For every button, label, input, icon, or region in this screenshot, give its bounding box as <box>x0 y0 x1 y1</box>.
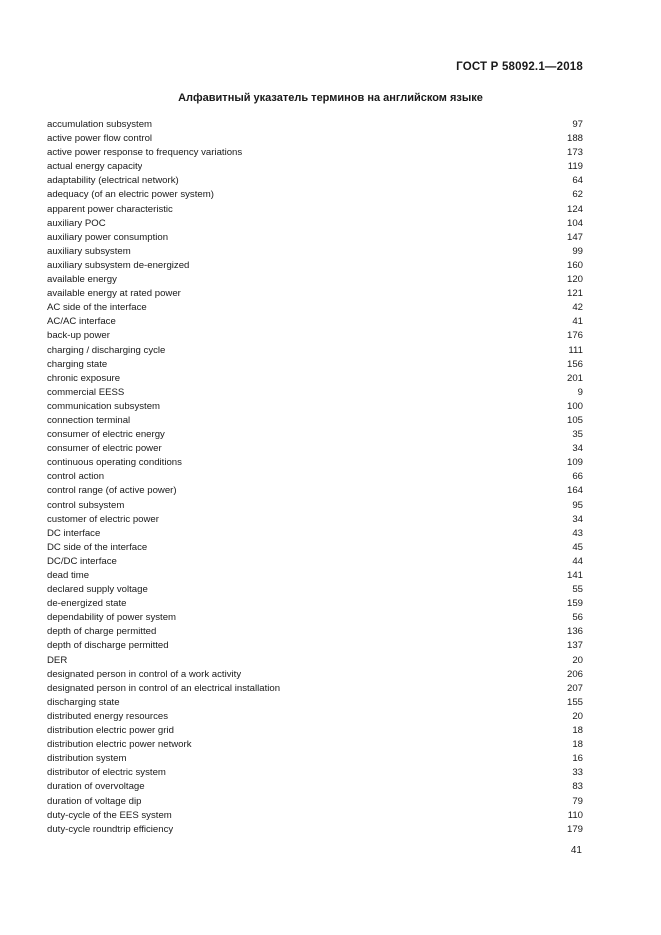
index-entry <box>47 118 583 132</box>
index-entry-term: depth of charge permitted <box>47 626 157 638</box>
index-entry <box>47 611 583 625</box>
index-entry <box>47 315 583 329</box>
index-entry-number: 124 <box>566 203 583 215</box>
index-entry-term: distributed energy resources <box>47 710 169 722</box>
index-entry-number: 109 <box>566 457 583 469</box>
index-entry-number: 105 <box>566 414 583 426</box>
page-number: 41 <box>570 845 582 856</box>
index-entry <box>47 400 583 414</box>
index-entry-number: 35 <box>572 429 583 441</box>
index-entry-term: DC interface <box>47 527 101 539</box>
index-entry <box>47 527 583 541</box>
index-entry-number: 42 <box>572 302 583 314</box>
index-entry-term: control action <box>47 471 105 483</box>
index-entry <box>47 569 583 583</box>
index-entry <box>47 231 583 245</box>
index-entry-number: 100 <box>566 400 583 412</box>
index-entry <box>47 499 583 513</box>
index-entry-number: 97 <box>572 119 583 130</box>
index-entry-number: 79 <box>572 795 583 807</box>
index-entry-term: distribution system <box>47 753 127 765</box>
index-entry-term: distribution electric power network <box>47 739 192 751</box>
index-entry-term: control subsystem <box>47 499 125 511</box>
index-entry-number: 159 <box>566 598 583 610</box>
index-entry <box>47 329 583 343</box>
index-entry-list <box>47 118 583 837</box>
index-entry <box>47 823 583 837</box>
index-entry-term: available energy <box>47 274 117 286</box>
index-entry-number: 56 <box>572 612 583 624</box>
index-entry-term: DC side of the interface <box>47 541 148 553</box>
index-entry-term: distribution electric power grid <box>47 725 174 737</box>
index-entry-term: consumer of electric energy <box>47 429 165 441</box>
index-entry <box>47 174 583 188</box>
index-entry-term: apparent power characteristic <box>47 203 173 215</box>
index-entry-number: 188 <box>566 133 583 145</box>
index-entry-number: 120 <box>566 274 583 286</box>
index-entry-term: dependability of power system <box>47 612 177 624</box>
index-entry <box>47 654 583 668</box>
index-entry <box>47 766 583 780</box>
index-entry-number: 9 <box>577 386 583 398</box>
index-entry-number: 147 <box>566 231 583 243</box>
index-entry-term: AC side of the interface <box>47 302 147 314</box>
index-entry-term: customer of electric power <box>47 513 159 525</box>
index-entry <box>47 583 583 597</box>
index-entry-term: accumulation subsystem <box>47 119 153 130</box>
index-entry-term: commercial EESS <box>47 386 125 398</box>
index-entry-term: charging state <box>47 358 108 370</box>
document-code: ГОСТ Р 58092.1—2018 <box>456 61 583 73</box>
index-entry <box>47 668 583 682</box>
index-entry-term: adequacy (of an electric power system) <box>47 189 214 201</box>
index-entry <box>47 188 583 202</box>
index-entry <box>47 273 583 287</box>
index-entry <box>47 245 583 259</box>
index-entry-term: discharging state <box>47 696 120 708</box>
index-entry-number: 44 <box>572 555 583 567</box>
index-entry-number: 34 <box>572 513 583 525</box>
index-entry-term: dead time <box>47 570 90 581</box>
index-entry <box>47 301 583 315</box>
index-entry <box>47 358 583 372</box>
index-entry <box>47 203 583 217</box>
index-entry <box>47 696 583 710</box>
index-entry-term: auxiliary subsystem <box>47 245 131 257</box>
index-entry-term: AC/AC interface <box>47 316 116 328</box>
index-entry-term: declared supply voltage <box>47 584 148 596</box>
index-entry <box>47 146 583 160</box>
index-entry-number: 137 <box>566 640 583 652</box>
index-entry-term: communication subsystem <box>47 400 161 412</box>
index-entry-term: auxiliary subsystem de-energized <box>47 259 190 271</box>
index-entry <box>47 682 583 696</box>
index-entry-number: 111 <box>568 344 583 356</box>
index-entry <box>47 780 583 794</box>
index-entry-number: 156 <box>566 358 583 370</box>
index-entry <box>47 710 583 724</box>
index-entry <box>47 795 583 809</box>
index-entry <box>47 372 583 386</box>
index-entry-number: 179 <box>566 823 583 835</box>
index-entry-number: 155 <box>566 696 583 708</box>
index-entry <box>47 386 583 400</box>
index-entry-term: actual energy capacity <box>47 161 143 173</box>
index-entry <box>47 809 583 823</box>
index-entry-term: continuous operating conditions <box>47 457 182 469</box>
index-entry-term: DER <box>47 654 68 666</box>
index-entry-term: back-up power <box>47 330 110 342</box>
index-entry <box>47 555 583 569</box>
index-entry-term: adaptability (electrical network) <box>47 175 179 187</box>
index-entry <box>47 456 583 470</box>
index-entry <box>47 470 583 484</box>
index-entry-number: 206 <box>566 668 583 680</box>
index-entry <box>47 541 583 555</box>
index-entry <box>47 287 583 301</box>
index-entry <box>47 259 583 273</box>
index-entry <box>47 597 583 611</box>
index-entry-term: depth of discharge permitted <box>47 640 169 652</box>
index-entry <box>47 639 583 653</box>
index-entry-number: 173 <box>566 147 583 159</box>
index-entry-term: de-energized state <box>47 598 127 610</box>
index-entry-number: 18 <box>572 725 583 737</box>
index-entry-term: control range (of active power) <box>47 485 177 497</box>
index-entry-number: 141 <box>566 570 583 581</box>
index-entry-term: duration of voltage dip <box>47 795 142 807</box>
index-entry-term: active power flow control <box>47 133 153 145</box>
index-entry-number: 99 <box>572 245 583 257</box>
index-entry-number: 16 <box>572 753 583 765</box>
index-entry <box>47 132 583 146</box>
index-entry-number: 207 <box>566 682 583 694</box>
index-entry-number: 33 <box>572 767 583 779</box>
index-entry-term: DC/DC interface <box>47 555 117 567</box>
index-entry-number: 160 <box>566 259 583 271</box>
index-entry-term: auxiliary power consumption <box>47 231 169 243</box>
index-entry-term: charging / discharging cycle <box>47 344 166 356</box>
index-entry-number: 66 <box>572 471 583 483</box>
index-entry-number: 43 <box>572 527 583 539</box>
index-entry-term: designated person in control of a work activity <box>47 668 242 680</box>
index-entry-term: active power response to frequency variations <box>47 147 243 159</box>
index-entry-number: 64 <box>572 175 583 187</box>
index-entry-number: 55 <box>572 584 583 596</box>
index-entry <box>47 724 583 738</box>
index-entry-number: 18 <box>572 739 583 751</box>
index-entry-term: duty-cycle roundtrip efficiency <box>47 823 174 835</box>
index-entry-number: 45 <box>572 541 583 553</box>
index-entry-term: connection terminal <box>47 414 131 426</box>
index-entry <box>47 160 583 174</box>
index-entry <box>47 442 583 456</box>
index-entry-number: 20 <box>572 710 583 722</box>
index-entry-number: 62 <box>572 189 583 201</box>
index-entry-term: duty-cycle of the EES system <box>47 809 172 821</box>
index-entry-number: 176 <box>566 330 583 342</box>
index-entry-number: 83 <box>572 781 583 793</box>
index-entry <box>47 344 583 358</box>
index-entry-number: 119 <box>567 161 583 173</box>
index-entry-term: distributor of electric system <box>47 767 166 779</box>
index-entry-term: duration of overvoltage <box>47 781 145 793</box>
index-entry-term: chronic exposure <box>47 372 121 384</box>
index-entry-term: available energy at rated power <box>47 288 181 300</box>
index-entry-number: 104 <box>566 217 583 229</box>
index-entry <box>47 484 583 498</box>
index-entry-term: designated person in control of an electrical installation <box>47 682 281 694</box>
index-entry-number: 34 <box>572 443 583 455</box>
index-entry-number: 20 <box>572 654 583 666</box>
index-entry <box>47 625 583 639</box>
index-entry-number: 136 <box>566 626 583 638</box>
index-entry <box>47 414 583 428</box>
index-entry <box>47 217 583 231</box>
index-entry-number: 95 <box>572 499 583 511</box>
index-entry-number: 201 <box>566 372 583 384</box>
index-entry-term: auxiliary POC <box>47 217 106 229</box>
index-entry-number: 110 <box>567 809 583 821</box>
index-entry-term: consumer of electric power <box>47 443 162 455</box>
index-entry <box>47 428 583 442</box>
index-entry-number: 41 <box>572 316 583 328</box>
index-entry <box>47 738 583 752</box>
index-entry-number: 164 <box>566 485 583 497</box>
index-entry <box>47 752 583 766</box>
index-title: Алфавитный указатель терминов на английском языке <box>178 92 483 104</box>
index-entry-number: 121 <box>566 288 583 300</box>
index-entry <box>47 513 583 527</box>
